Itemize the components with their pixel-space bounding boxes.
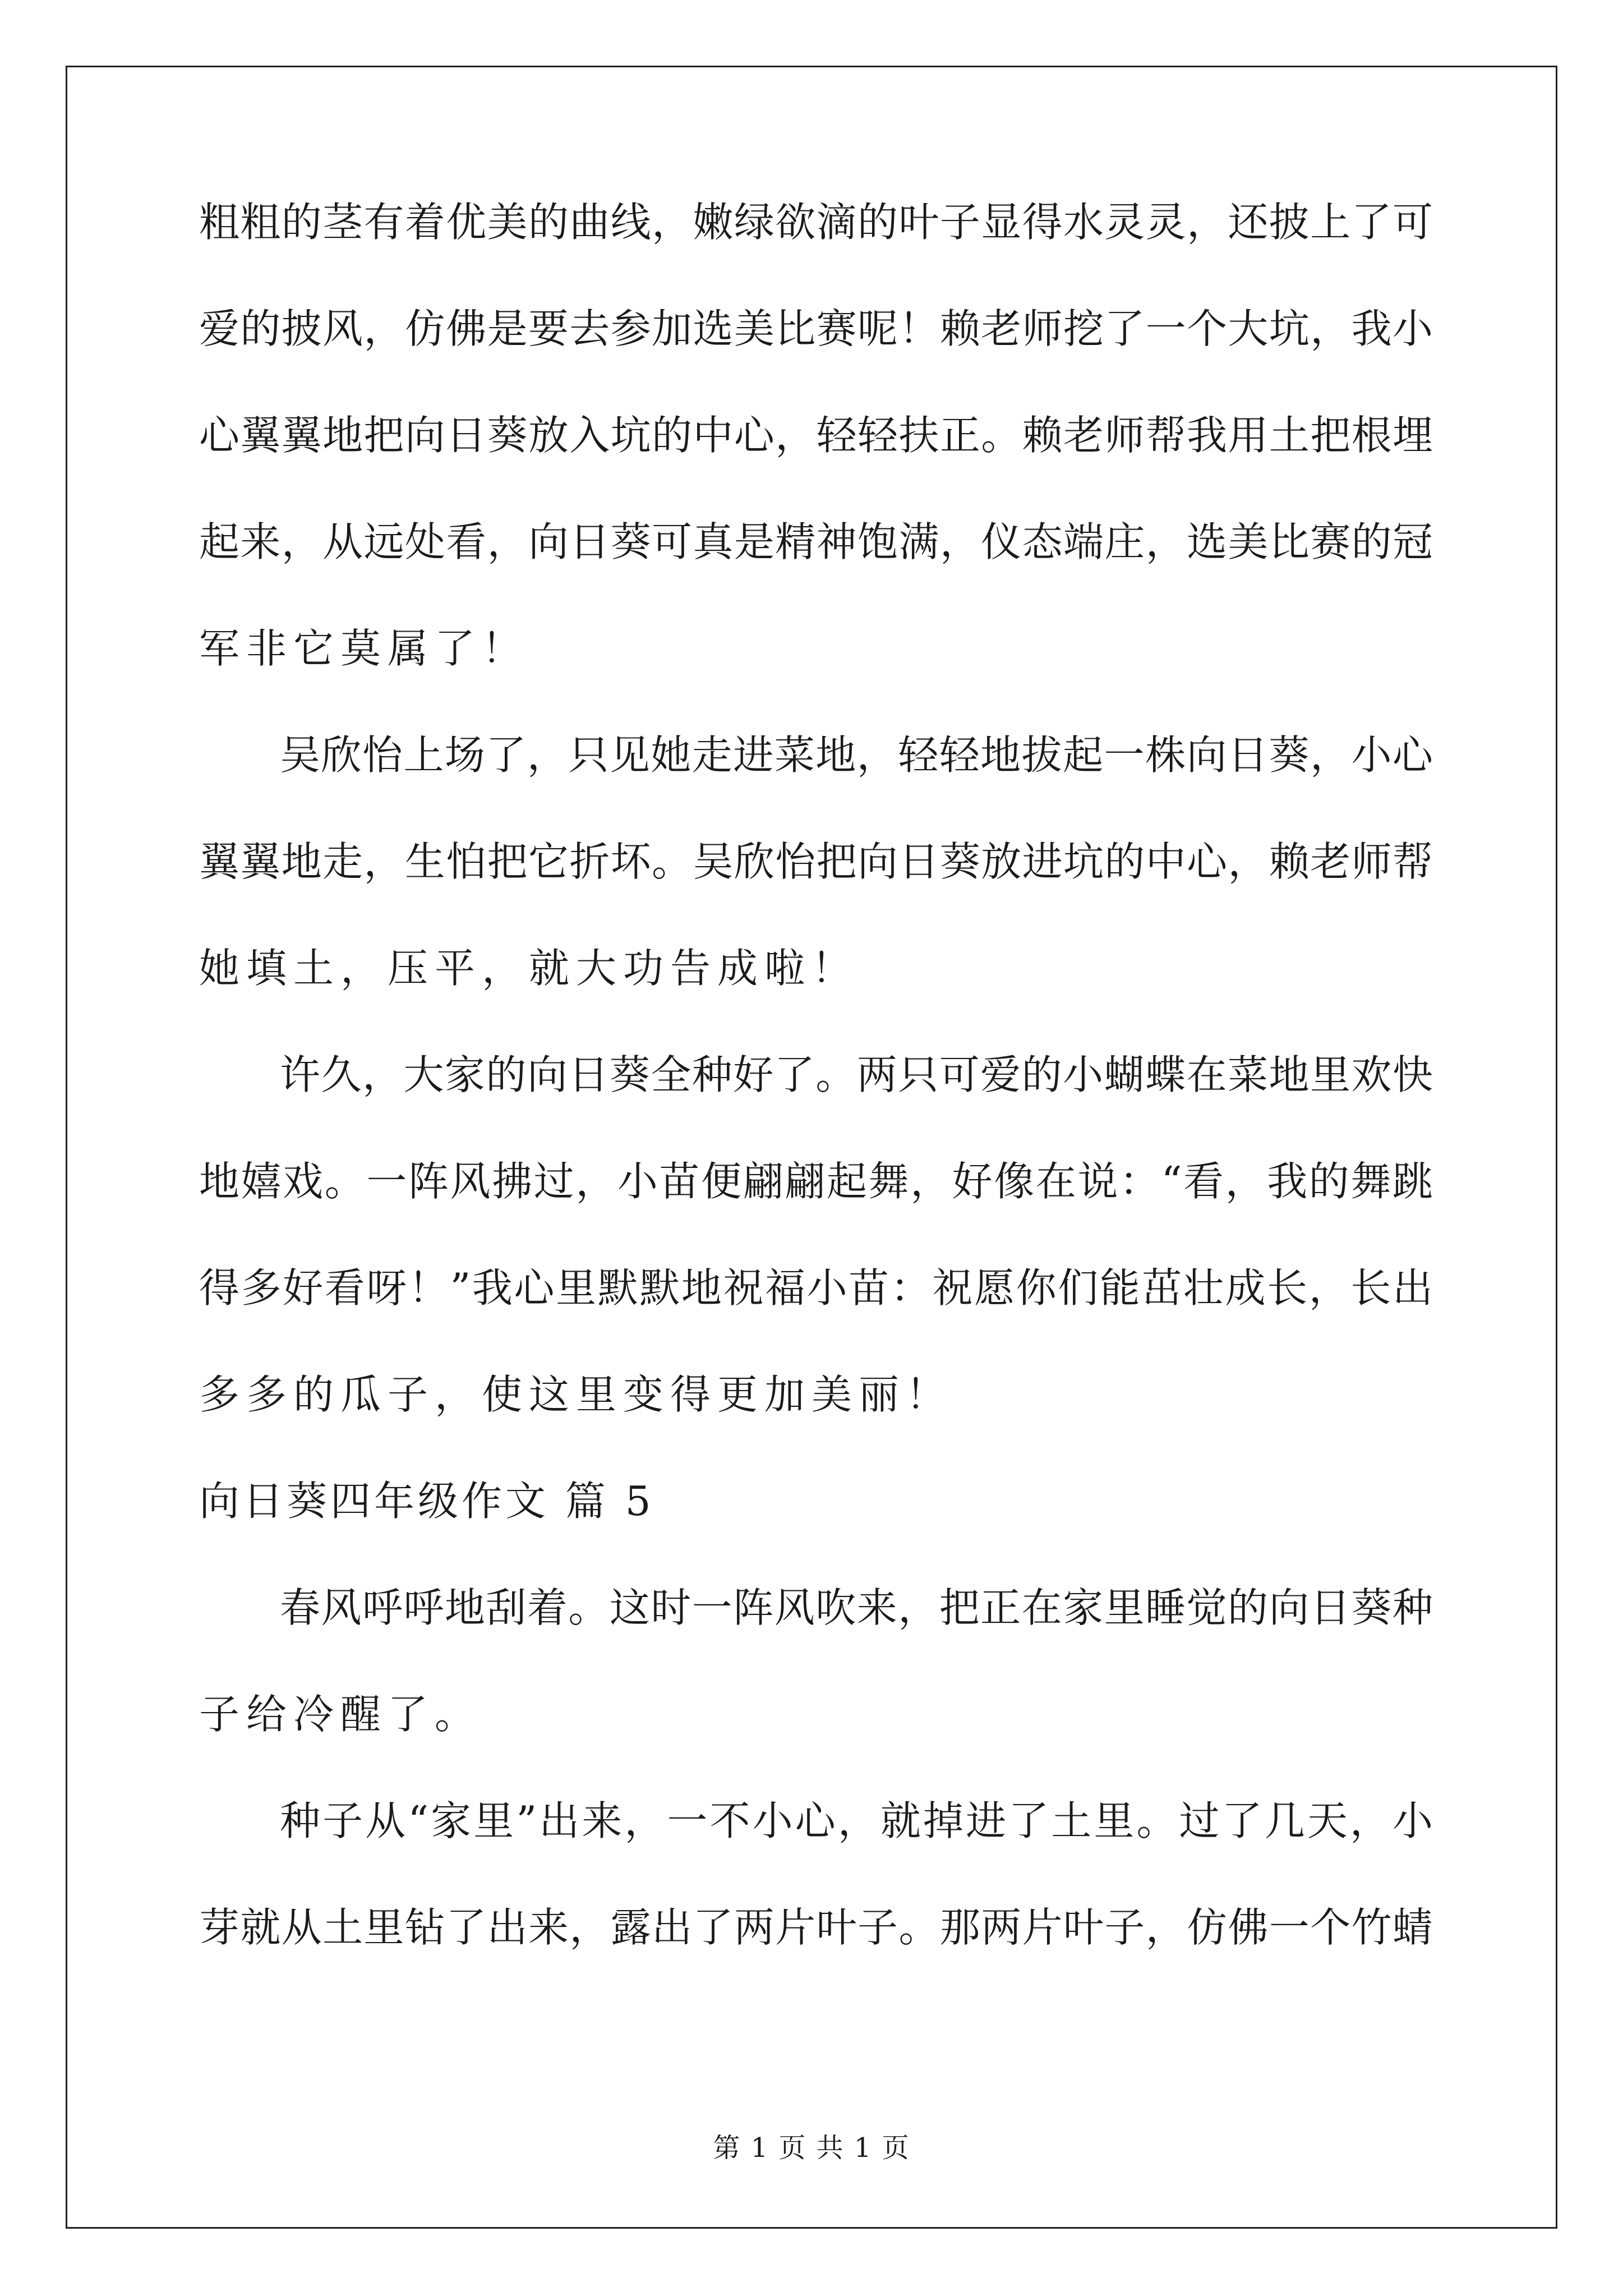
document-body <box>199 199 1433 2014</box>
text-line: 爱的披风，仿佛是要去参加选美比赛呢！赖老师挖了一个大坑，我小 <box>199 305 1433 352</box>
text-line: 她填土，压平，就大功告成啦！ <box>199 945 859 992</box>
text-line: 多多的瓜子，使这里变得更加美丽！ <box>199 1371 953 1418</box>
text-line: 吴欣怡上场了，只见她走进菜地，轻轻地拔起一株向日葵，小心 <box>280 731 1433 779</box>
text-line: 子给冷醒了。 <box>199 1691 482 1738</box>
text-line: 得多好看呀！”我心里默默地祝福小苗：祝愿你们能茁壮成长，长出 <box>199 1264 1433 1312</box>
text-line: 军非它莫属了！ <box>199 625 529 672</box>
text-line: 心翼翼地把向日葵放入坑的中心，轻轻扶正。赖老师帮我用土把根埋 <box>199 412 1433 459</box>
text-line: 芽就从土里钻了出来，露出了两片叶子。那两片叶子，仿佛一个竹蜻 <box>199 1904 1433 1951</box>
text-line: 地嬉戏。一阵风拂过，小苗便翩翩起舞，好像在说：“看，我的舞跳 <box>199 1158 1433 1205</box>
page-footer: 第 1 页 共 1 页 <box>713 2132 910 2164</box>
text-line: 粗粗的茎有着优美的曲线，嫩绿欲滴的叶子显得水灵灵，还披上了可 <box>199 199 1433 246</box>
text-line: 许久，大家的向日葵全种好了。两只可爱的小蝴蝶在菜地里欢快 <box>280 1051 1433 1098</box>
section-heading: 向日葵四年级作文 篇 5 <box>199 1478 654 1525</box>
text-line: 种子从“家里”出来，一不小心，就掉进了土里。过了几天，小 <box>280 1797 1433 1844</box>
text-line: 春风呼呼地刮着。这时一阵风吹来，把正在家里睡觉的向日葵种 <box>280 1584 1433 1631</box>
text-line: 起来，从远处看，向日葵可真是精神饱满，仪态端庄，选美比赛的冠 <box>199 518 1433 565</box>
text-line: 翼翼地走，生怕把它折坏。吴欣怡把向日葵放进坑的中心，赖老师帮 <box>199 838 1433 885</box>
